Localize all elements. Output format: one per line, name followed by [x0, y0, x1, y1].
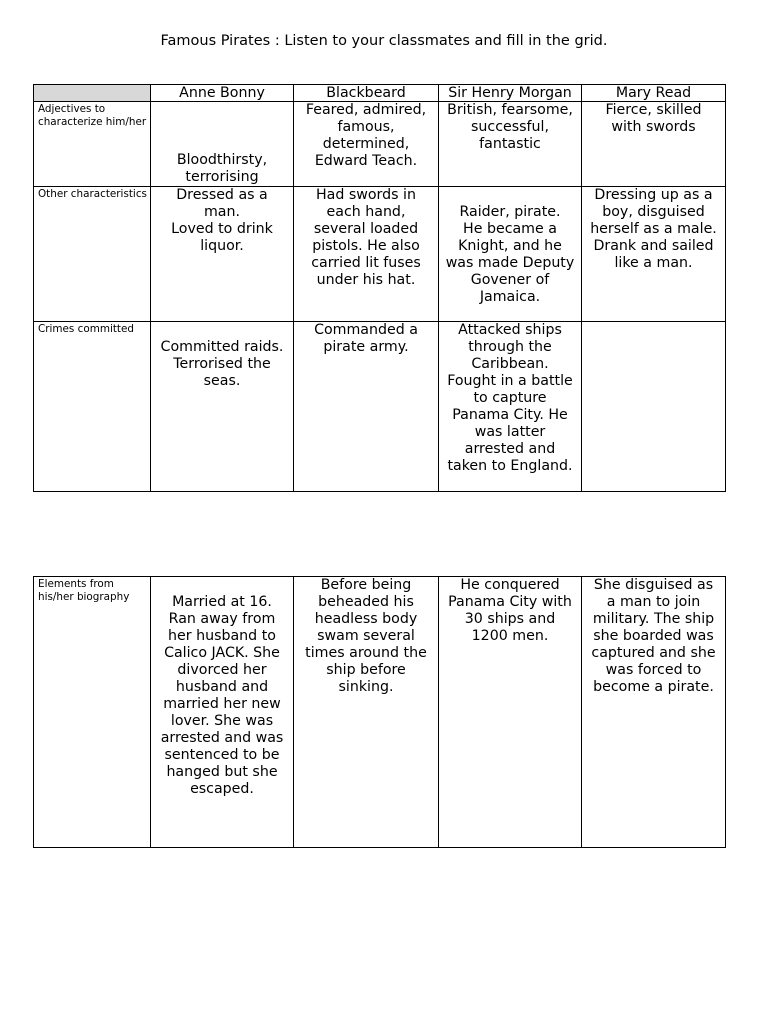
row-label-adjectives: Adjectives to characterize him/her	[34, 102, 151, 187]
corner-cell	[34, 85, 151, 102]
row-other-characteristics	[34, 187, 726, 322]
cell-crimes-mary-read	[582, 322, 726, 492]
cell-crimes-henry-morgan: Attacked ships through the Caribbean. Fought in a battle to capture Panama City. He was latter arrested and taken to England.	[439, 322, 582, 492]
cell-adjectives-anne-bonny: Bloodthirsty, terrorising	[151, 102, 294, 187]
cell-biography-henry-morgan: He conquered Panama City with 30 ships and 1200 men.	[439, 577, 582, 848]
cell-characteristics-anne-bonny: Dressed as a man. Loved to drink liquor.	[151, 187, 294, 322]
cell-biography-blackbeard: Before being beheaded his headless body swam several times around the ship before sinking.	[294, 577, 439, 848]
header-henry-morgan: Sir Henry Morgan	[439, 85, 582, 102]
row-label-other-characteristics: Other characteristics	[34, 187, 151, 322]
cell-adjectives-blackbeard: Feared, admired, famous, determined, Edward Teach.	[294, 102, 439, 187]
cell-adjectives-henry-morgan: British, fearsome, successful, fantastic	[439, 102, 582, 187]
header-anne-bonny: Anne Bonny	[151, 85, 294, 102]
row-label-crimes: Crimes committed	[34, 322, 151, 492]
row-crimes	[34, 322, 726, 492]
header-blackbeard: Blackbeard	[294, 85, 439, 102]
header-row	[34, 85, 726, 102]
row-label-biography: Elements from his/her biography	[34, 577, 151, 848]
cell-crimes-anne-bonny: Committed raids. Terrorised the seas.	[151, 322, 294, 492]
cell-crimes-blackbeard: Commanded a pirate army.	[294, 322, 439, 492]
cell-biography-anne-bonny: Married at 16. Ran away from her husband to Calico JACK. She divorced her husband and married her new lover. She was arrested and was sentenced to be hanged but she escaped.	[151, 577, 294, 848]
cell-characteristics-mary-read: Dressing up as a boy, disguised herself as a male. Drank and sailed like a man.	[582, 187, 726, 322]
row-biography	[34, 577, 726, 848]
biography-grid	[33, 576, 726, 848]
cell-characteristics-blackbeard: Had swords in each hand, several loaded pistols. He also carried lit fuses under his hat.	[294, 187, 439, 322]
pirates-grid	[33, 84, 726, 492]
page-title: Famous Pirates : Listen to your classmates and fill in the grid.	[160, 33, 608, 49]
row-adjectives	[34, 102, 726, 187]
cell-characteristics-henry-morgan: Raider, pirate. He became a Knight, and he was made Deputy Govener of Jamaica.	[439, 187, 582, 322]
cell-adjectives-mary-read: Fierce, skilled with swords	[582, 102, 726, 187]
cell-biography-mary-read: She disguised as a man to join military. The ship she boarded was captured and she was forced to become a pirate.	[582, 577, 726, 848]
header-mary-read: Mary Read	[582, 85, 726, 102]
